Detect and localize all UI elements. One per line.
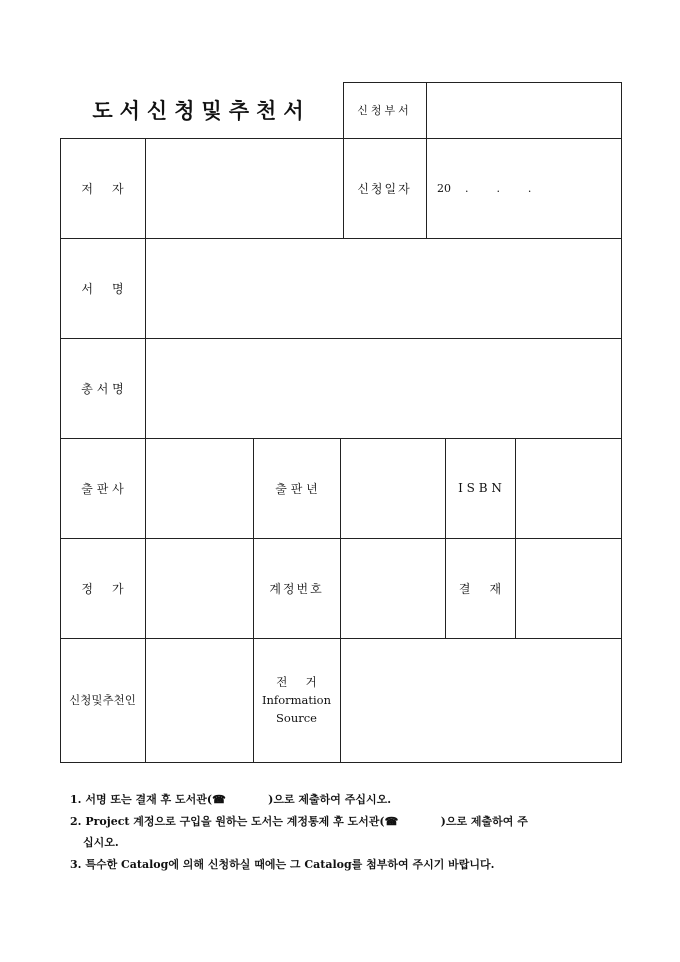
account-number-field[interactable] (341, 538, 445, 638)
approval-field[interactable] (516, 538, 621, 638)
instruction-item: 3. 특수한 Catalog에 의해 신청하실 때에는 그 Catalog를 첨부하여 주시기 바랍니다. (70, 857, 495, 871)
telephone-icon: ☎ (212, 793, 226, 806)
price-label: 정 가 (81, 581, 124, 596)
instruction-continuation: 십시오. (83, 836, 119, 849)
telephone-icon: ☎ (384, 814, 399, 828)
reference-label-english-2: Source (276, 711, 317, 725)
request-date-label: 신청일자 (357, 181, 412, 196)
request-date-field[interactable]: 20 . . . (437, 181, 532, 195)
instruction-text: )으로 제출하여 주 (440, 814, 528, 828)
instruction-item (70, 811, 630, 833)
department-label: 신청부서 (357, 104, 412, 117)
instruction-text: 1. 서명 또는 결재 후 도서관( (70, 793, 213, 806)
instructions (70, 789, 630, 875)
isbn-field[interactable] (516, 438, 621, 538)
information-source-label (253, 638, 340, 762)
account-number-label: 계정번호 (269, 581, 324, 596)
price-field[interactable] (146, 538, 253, 638)
reference-label-korean: 전 거 (276, 675, 317, 689)
rule (621, 82, 622, 763)
publication-year-field[interactable] (341, 438, 445, 538)
author-field[interactable] (146, 138, 343, 238)
requester-field[interactable] (146, 638, 253, 762)
publication-year-label: 출 판 년 (275, 481, 318, 496)
application-form (60, 82, 622, 763)
instruction-text: )으로 제출하여 주십시오. (268, 793, 392, 806)
instruction-text: 2. Project 계정으로 구입을 원하는 도서는 계정통제 후 도서관( (70, 814, 385, 828)
series-field[interactable] (146, 338, 621, 438)
series-label: 총 서 명 (81, 381, 124, 396)
reference-label-english: Information (261, 693, 332, 707)
book-title-label: 서 명 (81, 281, 124, 296)
author-label: 저 자 (81, 181, 124, 196)
information-source-field[interactable] (341, 638, 621, 762)
requester-label: 신청및추천인 (69, 693, 136, 707)
isbn-label: I S B N (458, 481, 502, 495)
publisher-label: 출 판 사 (81, 481, 124, 496)
approval-label: 결 재 (458, 581, 502, 596)
form-title: 도서신청및추천서 (92, 98, 311, 123)
instruction-item (70, 789, 630, 811)
publisher-field[interactable] (146, 438, 253, 538)
department-field[interactable] (427, 82, 621, 138)
book-title-field[interactable] (146, 238, 621, 338)
